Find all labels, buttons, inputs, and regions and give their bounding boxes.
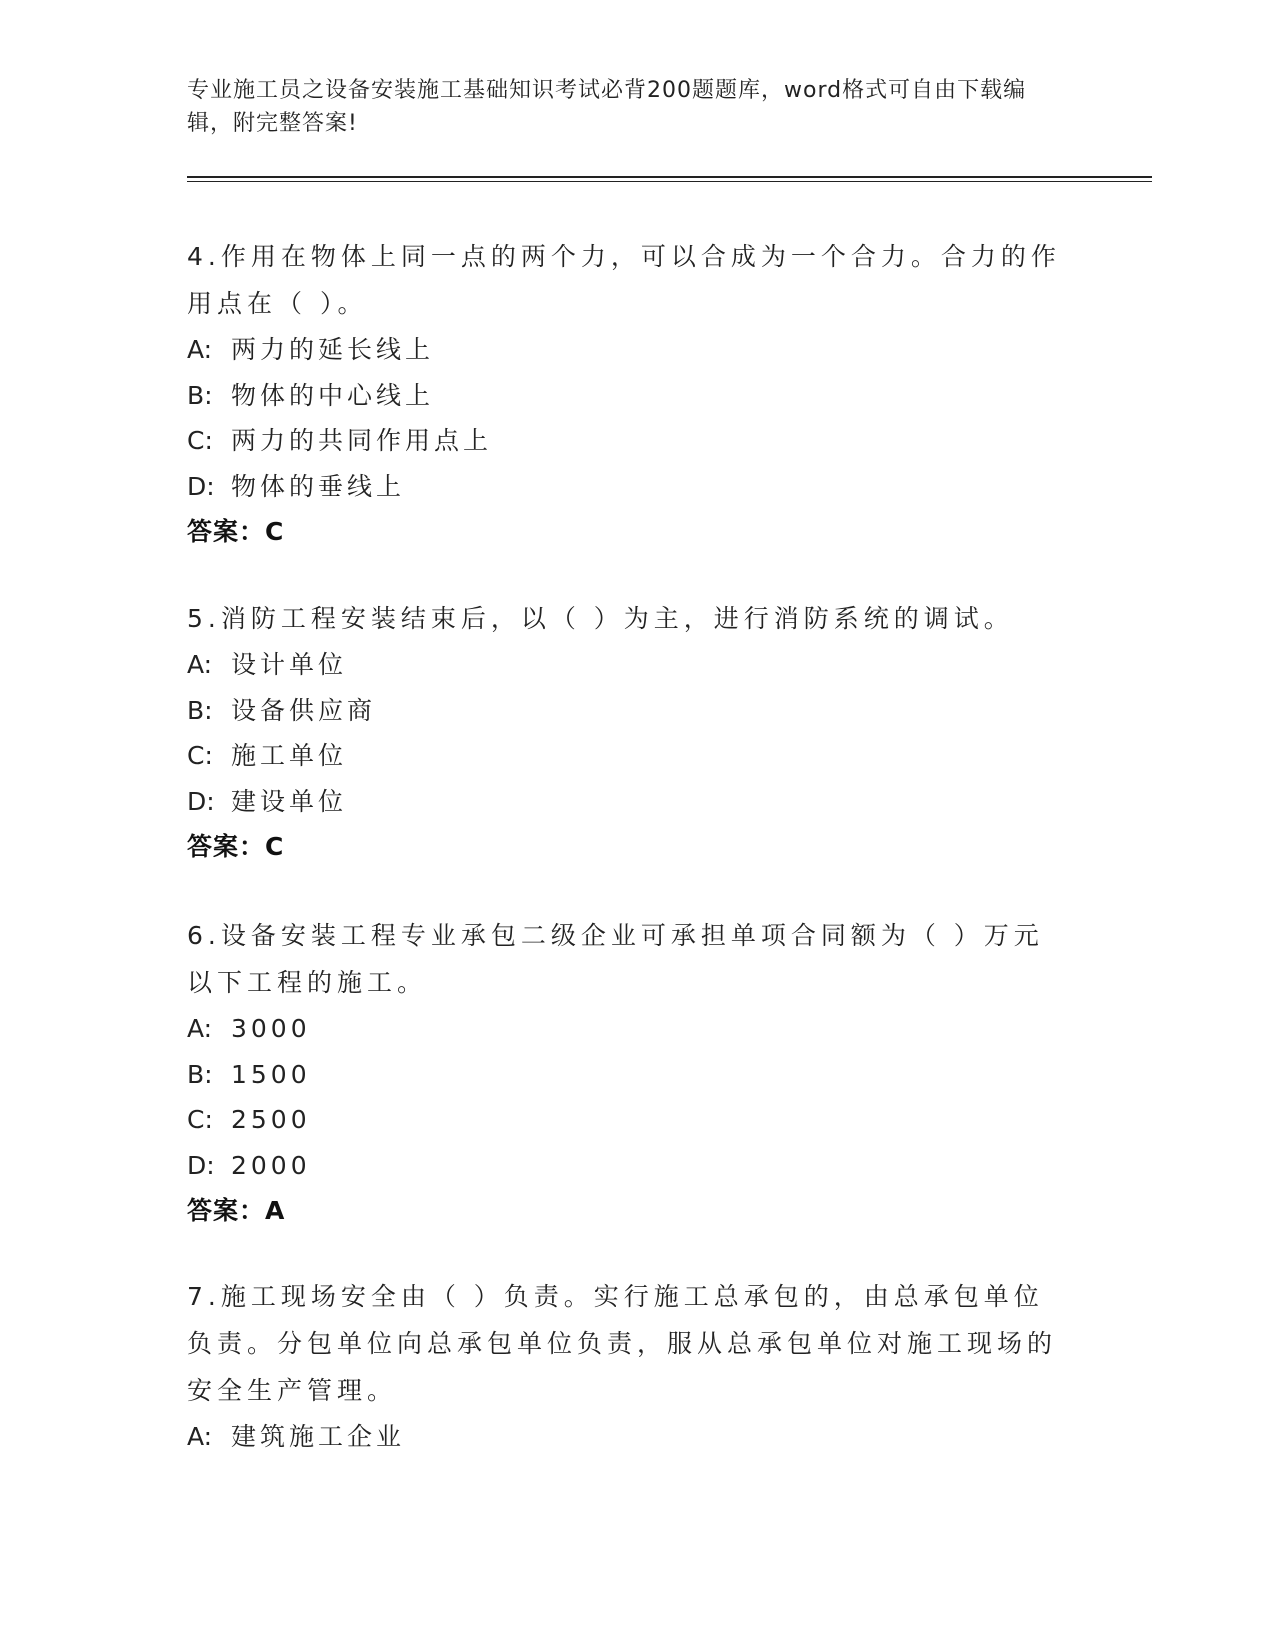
option-text: 施工单位 bbox=[231, 741, 348, 770]
option-key: B: bbox=[187, 1059, 213, 1089]
option-b bbox=[187, 373, 1067, 419]
option-key: A: bbox=[187, 1014, 213, 1043]
option-a bbox=[187, 642, 1067, 688]
option-c bbox=[187, 418, 1067, 464]
question-stem: 7.施工现场安全由（ ）负责。实行施工总承包的，由总承包单位负责。分包单位向总承包单位负责，服从总承包单位对施工现场的安全生产管理。 bbox=[187, 1282, 1058, 1405]
option-key: C: bbox=[187, 426, 213, 455]
option-d bbox=[187, 1143, 1067, 1189]
option-text: 设计单位 bbox=[231, 650, 348, 679]
option-key: B: bbox=[187, 380, 213, 410]
option-d bbox=[187, 779, 1067, 825]
option-key: A: bbox=[187, 335, 213, 364]
option-key: D: bbox=[187, 471, 215, 501]
option-text: 物体的垂线上 bbox=[231, 471, 406, 501]
option-c bbox=[187, 1097, 1067, 1143]
option-c bbox=[187, 733, 1067, 779]
option-text: 建设单位 bbox=[231, 786, 348, 816]
option-a bbox=[187, 1006, 1067, 1052]
question-5 bbox=[187, 595, 1067, 870]
answer: 答案：C bbox=[187, 832, 285, 861]
question-4 bbox=[187, 233, 1067, 555]
option-key: A: bbox=[187, 1422, 213, 1451]
option-key: A: bbox=[187, 650, 213, 679]
option-text: 2000 bbox=[231, 1150, 311, 1180]
header-divider-thin bbox=[187, 181, 1152, 182]
question-6 bbox=[187, 912, 1067, 1234]
option-key: C: bbox=[187, 741, 213, 770]
option-text: 物体的中心线上 bbox=[231, 380, 435, 410]
question-stem: 4.作用在物体上同一点的两个力，可以合成为一个合力。合力的作用点在（ ）。 bbox=[187, 242, 1061, 318]
option-text: 设备供应商 bbox=[231, 695, 377, 725]
option-key: D: bbox=[187, 786, 215, 816]
option-key: D: bbox=[187, 1150, 215, 1180]
option-text: 建筑施工企业 bbox=[231, 1422, 406, 1451]
option-text: 两力的共同作用点上 bbox=[231, 426, 493, 455]
question-stem: 6.设备安装工程专业承包二级企业可承担单项合同额为（ ）万元以下工程的施工。 bbox=[187, 921, 1044, 997]
question-7 bbox=[187, 1273, 1067, 1460]
option-text: 2500 bbox=[231, 1105, 311, 1134]
option-a bbox=[187, 1414, 1067, 1460]
answer: 答案：C bbox=[187, 517, 285, 546]
option-key: B: bbox=[187, 695, 213, 725]
header-divider bbox=[187, 176, 1152, 178]
question-stem: 5.消防工程安装结束后，以（ ）为主，进行消防系统的调试。 bbox=[187, 604, 1014, 633]
option-text: 3000 bbox=[231, 1014, 311, 1043]
option-a bbox=[187, 327, 1067, 373]
option-text: 两力的延长线上 bbox=[231, 335, 435, 364]
option-text: 1500 bbox=[231, 1059, 311, 1089]
option-b bbox=[187, 688, 1067, 734]
document-title: 专业施工员之设备安装施工基础知识考试必背200题题库，word格式可自由下载编辑，附完整答案! bbox=[187, 78, 1027, 136]
option-key: C: bbox=[187, 1105, 213, 1134]
option-b bbox=[187, 1052, 1067, 1098]
option-d bbox=[187, 464, 1067, 510]
answer: 答案：A bbox=[187, 1196, 286, 1225]
